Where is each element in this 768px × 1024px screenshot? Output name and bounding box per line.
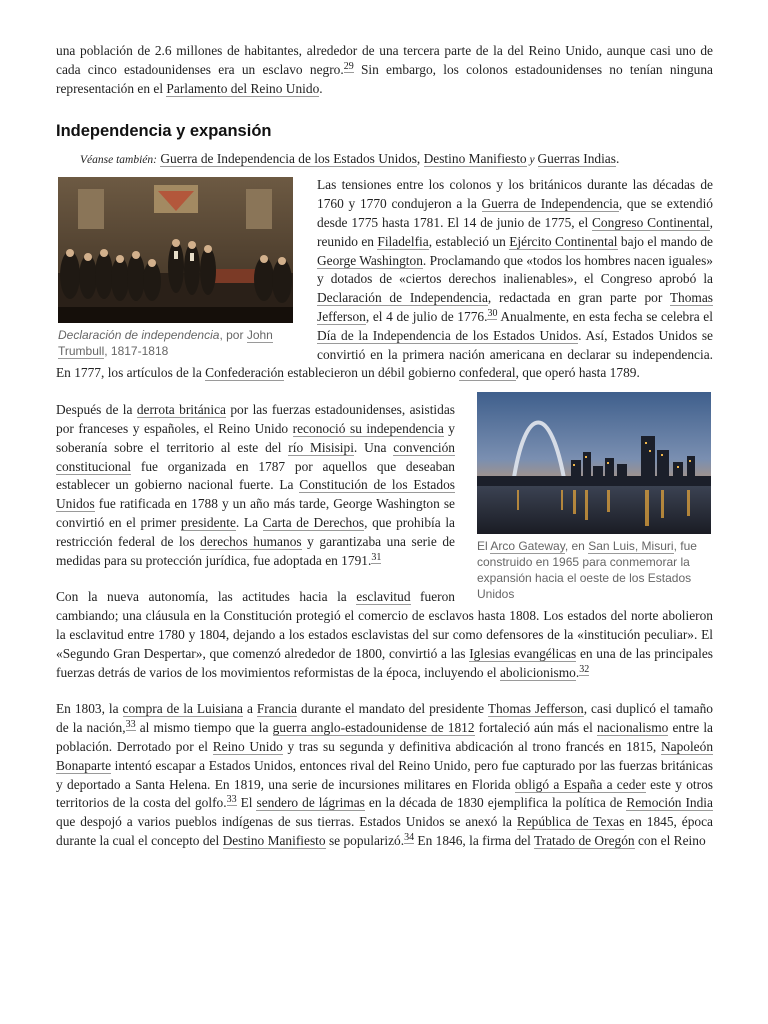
link-obligo-espana[interactable]: obligó a España a ceder xyxy=(514,776,646,792)
link-iglesias-evangelicas[interactable]: Iglesias evangélicas xyxy=(469,645,577,661)
link-abolicionismo[interactable]: abolicionismo xyxy=(499,664,576,680)
link-destino-manifiesto[interactable]: Destino Manifiesto xyxy=(423,151,527,167)
reference-32[interactable]: 32 xyxy=(579,663,590,675)
link-constitucion[interactable]: Constitución de los Estados Unidos xyxy=(56,477,455,512)
paragraph-derrota: Después de la derrota británica por las fuerzas estadounidenses, asistidas por franceses y españoles, el Reino Unido reconoció su independencia y soberanía sobre el territorio al este del río Misisipi. Una convención constitucional fue organizada en 1787 por aquellos que deseaban establecer un gobierno nacional fuerte. La Constitución de los Estados Unidos fue ratificada en 1788 y un año más tarde, George Washington se convirtió en el primer presidente. La Carta de Derechos, que prohibía la restricción federal de los derechos humanos y garantizaba una serie de medidas para su protección jurídica, fue adoptada en 1791.31 xyxy=(56,402,455,568)
paragraph-tensiones: Las tensiones entre los colonos y los británicos durante las décadas de 1760 y 1770 condujeron a la Guerra de Independencia, que se extendió desde 1775 hasta 1781. El 14 de junio de 1775, el Congreso Continental, reunido en Filadelfia, estableció un Ejército Continental bajo el mando de George Washington. Proclamando que «todos los hombres nacen iguales» y dotados de «ciertos derechos inalienables», el Congreso aprobó la Declaración de Independencia, redactada en gran parte por Thomas Jefferson, el 4 de julio de 1776.30 Anualmente, en esta fecha se celebra el Día de la Independencia de los Estados Unidos. Así, Estados Unidos se convirtió en la primera nación americana en declarar su independencia. En 1777, los artículos de la Confederación establecieron un débil gobierno confederal, que operó hasta 1789. xyxy=(56,177,714,381)
reference-30[interactable]: 30 xyxy=(487,307,498,319)
link-guerra-independencia[interactable]: Guerra de Independencia de los Estados Unidos xyxy=(160,151,417,167)
link-carta-derechos[interactable]: Carta de Derechos xyxy=(262,514,365,530)
declaration-painting-image[interactable] xyxy=(58,177,293,323)
link-reino-unido[interactable]: Reino Unido xyxy=(212,738,283,754)
link-confederacion[interactable]: Confederación xyxy=(205,365,284,381)
reference-34[interactable]: 34 xyxy=(404,831,415,843)
gateway-arch-image[interactable] xyxy=(477,392,711,534)
figure-gateway-arch xyxy=(477,392,711,602)
link-reconocio-independencia[interactable]: reconoció su independencia xyxy=(292,420,444,436)
figure-declaration xyxy=(58,177,293,359)
link-derechos-humanos[interactable]: derechos humanos xyxy=(200,533,302,549)
link-remocion-india[interactable]: Remoción India xyxy=(626,795,713,811)
link-tratado-oregon[interactable]: Tratado de Oregón xyxy=(533,832,635,848)
link-declaracion-independencia[interactable]: Declaración de Independencia xyxy=(317,290,488,306)
link-nacionalismo[interactable]: nacionalismo xyxy=(596,720,669,736)
link-john-trumbull[interactable]: John Trumbull xyxy=(58,328,273,359)
link-parlamento-reino-unido[interactable]: Parlamento del Reino Unido xyxy=(166,80,320,96)
link-sendero-lagrimas[interactable]: sendero de lágrimas xyxy=(256,795,365,811)
link-guerra-de-independencia[interactable]: Guerra de Independencia xyxy=(481,196,619,212)
reference-33-b[interactable]: 33 xyxy=(226,794,237,806)
link-napoleon[interactable]: Napoleón Bonaparte xyxy=(56,738,714,773)
article-page xyxy=(56,42,713,851)
figure-gateway-caption: El Arco Gateway, en San Luis, Misuri, fue construido en 1965 para conmemorar la expansión hacia el oeste de los Estados Unidos xyxy=(477,539,697,602)
link-ejercito-continental[interactable]: Ejército Continental xyxy=(509,233,618,249)
link-rio-misisipi[interactable]: río Misisipi xyxy=(288,439,354,455)
link-san-luis-misuri[interactable]: San Luis, Misuri xyxy=(588,539,674,554)
link-thomas-jefferson[interactable]: Thomas Jefferson xyxy=(317,290,713,324)
link-guerra-1812[interactable]: guerra anglo-estadounidense de 1812 xyxy=(272,720,475,736)
figure-declaration-caption: Declaración de independencia, por John Trumbull, 1817-1818 xyxy=(58,328,273,359)
reference-31[interactable]: 31 xyxy=(371,551,382,563)
reference-33[interactable]: 33 xyxy=(125,719,136,731)
link-derrota-britanica[interactable]: derrota británica xyxy=(136,402,226,418)
reference-29[interactable]: 29 xyxy=(343,60,354,72)
link-guerras-indias[interactable]: Guerras Indias xyxy=(537,151,616,167)
link-republica-texas[interactable]: República de Texas xyxy=(516,814,625,830)
section-heading: Independencia y expansión xyxy=(56,122,272,141)
paragraph-esclavitud: Con la nueva autonomía, las actitudes hacia la esclavitud fueron cambiando; una cláusula en la Constitución protegió el comercio de esclavos hasta 1808. Los estados del norte abolieron la esclavitud entre 1780 y 1804, dejando a los estados esclavistas del sur como defensores de la «institución peculiar». El «Segundo Gran Despertar», que comenzó alrededor de 1800, convirtió a las Iglesias evangélicas en una de las principales fuerzas detrás de varios de los movimientos reformistas de la época, incluyendo el abolicionismo.$^{32}$ xyxy=(56,589,713,680)
intro-paragraph: una población de 2.6 millones de habitantes, alrededor de una tercera parte de la del Reino Unido, aunque casi uno de cada cinco estadounidenses era un esclavo negro.$^{29}$ Sin embargo, los colonos estadounidenses no tenían ninguna representación en el Parlamento del Reino Unido. xyxy=(56,43,714,96)
link-thomas-jefferson-2[interactable]: Thomas Jefferson xyxy=(487,701,584,717)
link-confederal[interactable]: confederal xyxy=(459,365,516,381)
link-george-washington[interactable]: George Washington xyxy=(317,252,423,268)
link-francia[interactable]: Francia xyxy=(256,701,297,717)
link-presidente[interactable]: presidente xyxy=(180,514,236,530)
paragraph-expansion: En 1803, la compra de la Luisiana a Francia durante el mandato del presidente Thomas Jefferson, casi duplicó el tamaño de la nación,$^{33}$ al mismo tiempo que la guerra anglo-estadounidense de 1812 fortaleció aún más el nacionalismo entre la población. Derrotado por el Reino Unido y tras su segunda y definitiva abdicación al trono francés en 1815, Napoleón Bonaparte intentó escapar a Estados Unidos, entonces rival del Reino Unido, pero fue capturado por las fuerzas británicas y deportado a Santa Helena. En 1819, una serie de incursiones militares en Florida obligó a España a ceder este y otros territorios de la costa del golfo.$^{33}$ El sendero de lágrimas en la década de 1830 ejemplifica la política de Remoción India que despojó a varios pueblos indígenas de sus tierras. Estados Unidos se anexó la República de Texas en 1845, época durante la cual el concepto del Destino Manifiesto se popularizó.$^{34}$ En 1846, la firma del Tratado de Oregón con el Reino xyxy=(56,701,714,848)
see-also-note: Véanse también: Guerra de Independencia de los Estados Unidos, Destino Manifiesto y Guerras Indias. xyxy=(80,151,620,167)
link-destino-manifiesto-2[interactable]: Destino Manifiesto xyxy=(222,832,326,848)
link-filadelfia[interactable]: Filadelfia xyxy=(377,233,429,249)
link-esclavitud[interactable]: esclavitud xyxy=(356,589,411,605)
link-congreso-continental[interactable]: Congreso Continental xyxy=(592,214,710,230)
link-compra-luisiana[interactable]: compra de la Luisiana xyxy=(122,701,243,717)
link-arco-gateway[interactable]: Arco Gateway xyxy=(490,539,565,554)
link-convencion-constitucional[interactable]: convención constitucional xyxy=(56,439,455,474)
link-dia-independencia[interactable]: Día de la Independencia de los Estados Unidos xyxy=(317,327,579,343)
